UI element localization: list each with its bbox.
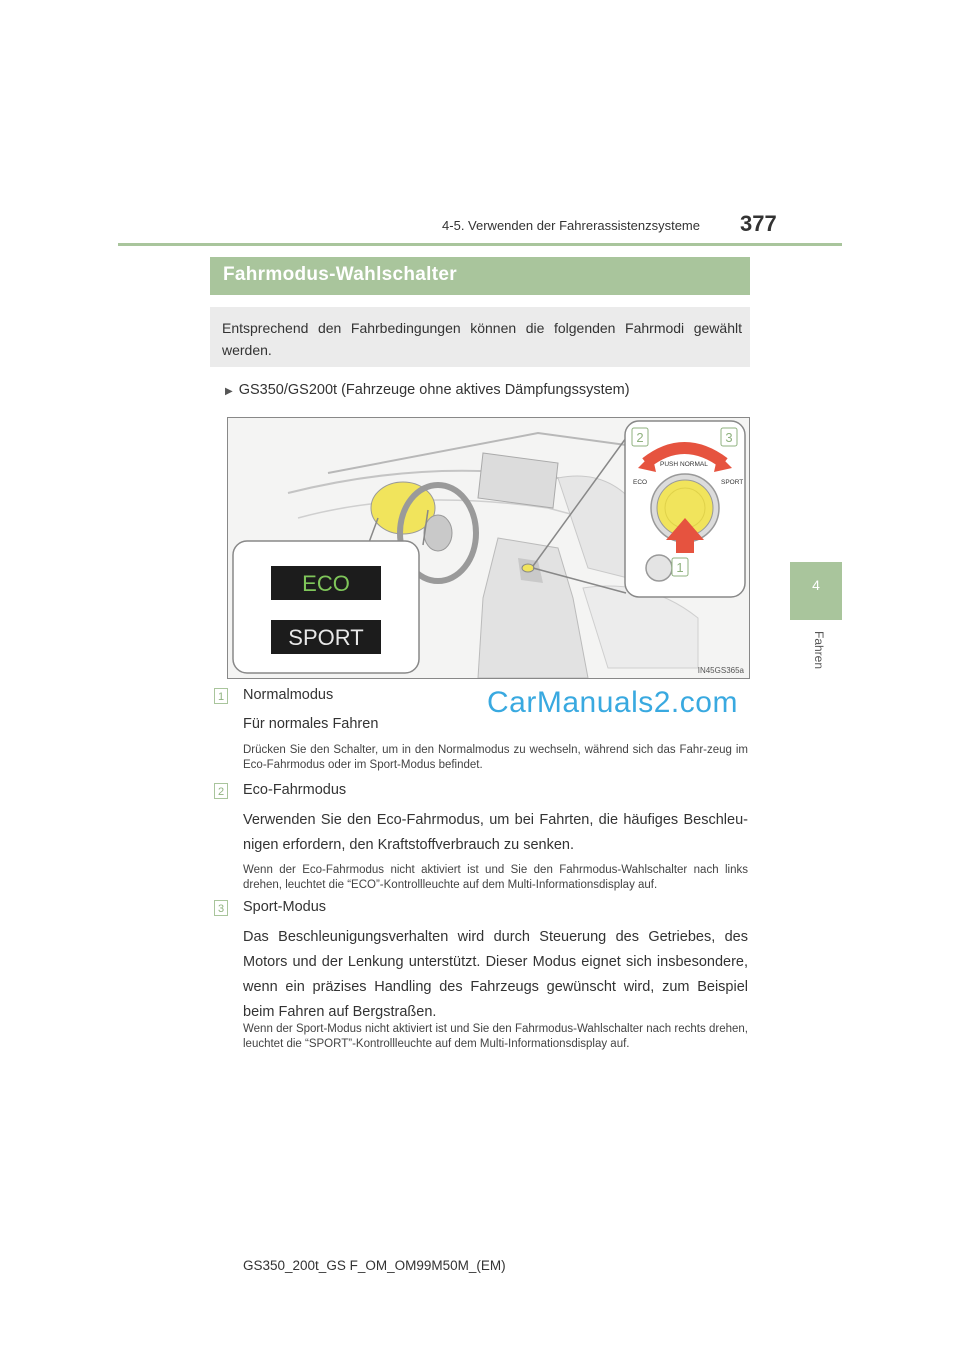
knob-push-label: PUSH	[660, 461, 679, 468]
watermark: CarManuals2.com	[487, 686, 738, 719]
variant-text: GS350/GS200t (Fahrzeuge ohne aktives Dämpfungssystem)	[238, 382, 630, 398]
chapter-number: 4	[812, 577, 820, 593]
dashboard-drawing	[228, 418, 749, 678]
section-header: 4-5. Verwenden der Fahrerassistenzsysteme	[442, 218, 700, 233]
header-divider	[118, 243, 842, 246]
callout-3: 3	[725, 430, 733, 445]
item-1-body: Für normales Fahren	[243, 716, 379, 732]
item-2-title: Eco-Fahrmodus	[243, 782, 347, 798]
intro-text: Entsprechend den Fahrbedingungen können die folgenden Fahrmodi gewählt werden.	[222, 320, 742, 358]
callout-2: 2	[636, 430, 644, 445]
item-2-number: 2	[214, 783, 228, 799]
item-1-title: Normalmodus	[243, 687, 334, 703]
knob-sport-label: SPORT	[721, 479, 744, 486]
item-1-note: Drücken Sie den Schalter, um in den Normalmodus zu wechseln, während sich das Fahr-zeug im Eco-Fahrmodus oder im Sport-Modus befindet.	[243, 744, 748, 771]
document-code: GS350_200t_GS F_OM_OM99M50M_(EM)	[243, 1258, 506, 1273]
figure-code: IN45GS365a	[697, 666, 744, 675]
page-title: Fahrmodus-Wahlschalter	[223, 264, 457, 285]
item-2-note: Wenn der Eco-Fahrmodus nicht aktiviert ist und Sie den Fahrmodus-Wahlschalter nach links drehen, leuchtet die “ECO”-Kontrollleuchte auf dem Multi-Informationsdisplay auf.	[243, 864, 748, 891]
knob-normal-label: NORMAL	[680, 461, 708, 468]
sport-indicator-label: SPORT	[288, 625, 364, 650]
page-number: 377	[740, 211, 777, 236]
chapter-label: Fahren	[812, 630, 826, 670]
triangle-bullet-icon: ▶	[225, 386, 233, 397]
eco-indicator-label: ECO	[302, 571, 350, 596]
item-3-title: Sport-Modus	[243, 899, 327, 915]
secondary-button	[646, 555, 672, 581]
knob-eco-label: ECO	[633, 479, 648, 486]
item-2-body: Verwenden Sie den Eco-Fahrmodus, um bei Fahrten, die häufiges Beschleu-nigen erfordern, den Kraftstoffverbrauch zu senken.	[243, 812, 748, 853]
variant-label	[225, 382, 630, 398]
item-3-body: Das Beschleunigungsverhalten wird durch Steuerung des Getriebes, des Motors und der Lenkung unterstützt. Dieser Modus eignet sich insbesondere, wenn ein präzises Handling des Fahrzeugs gewünscht wird, zum Beispiel beim Fahren auf Bergstraßen.	[243, 929, 748, 1020]
item-3-note: Wenn der Sport-Modus nicht aktiviert ist und Sie den Fahrmodus-Wahlschalter nach rechts drehen, leuchtet die “SPORT”-Kontrollleuchte auf dem Multi-Informationsdisplay auf.	[243, 1023, 748, 1050]
dashboard-illustration	[227, 417, 750, 679]
item-1-number: 1	[214, 688, 228, 704]
callout-1: 1	[676, 560, 684, 575]
item-3-number: 3	[214, 900, 228, 916]
